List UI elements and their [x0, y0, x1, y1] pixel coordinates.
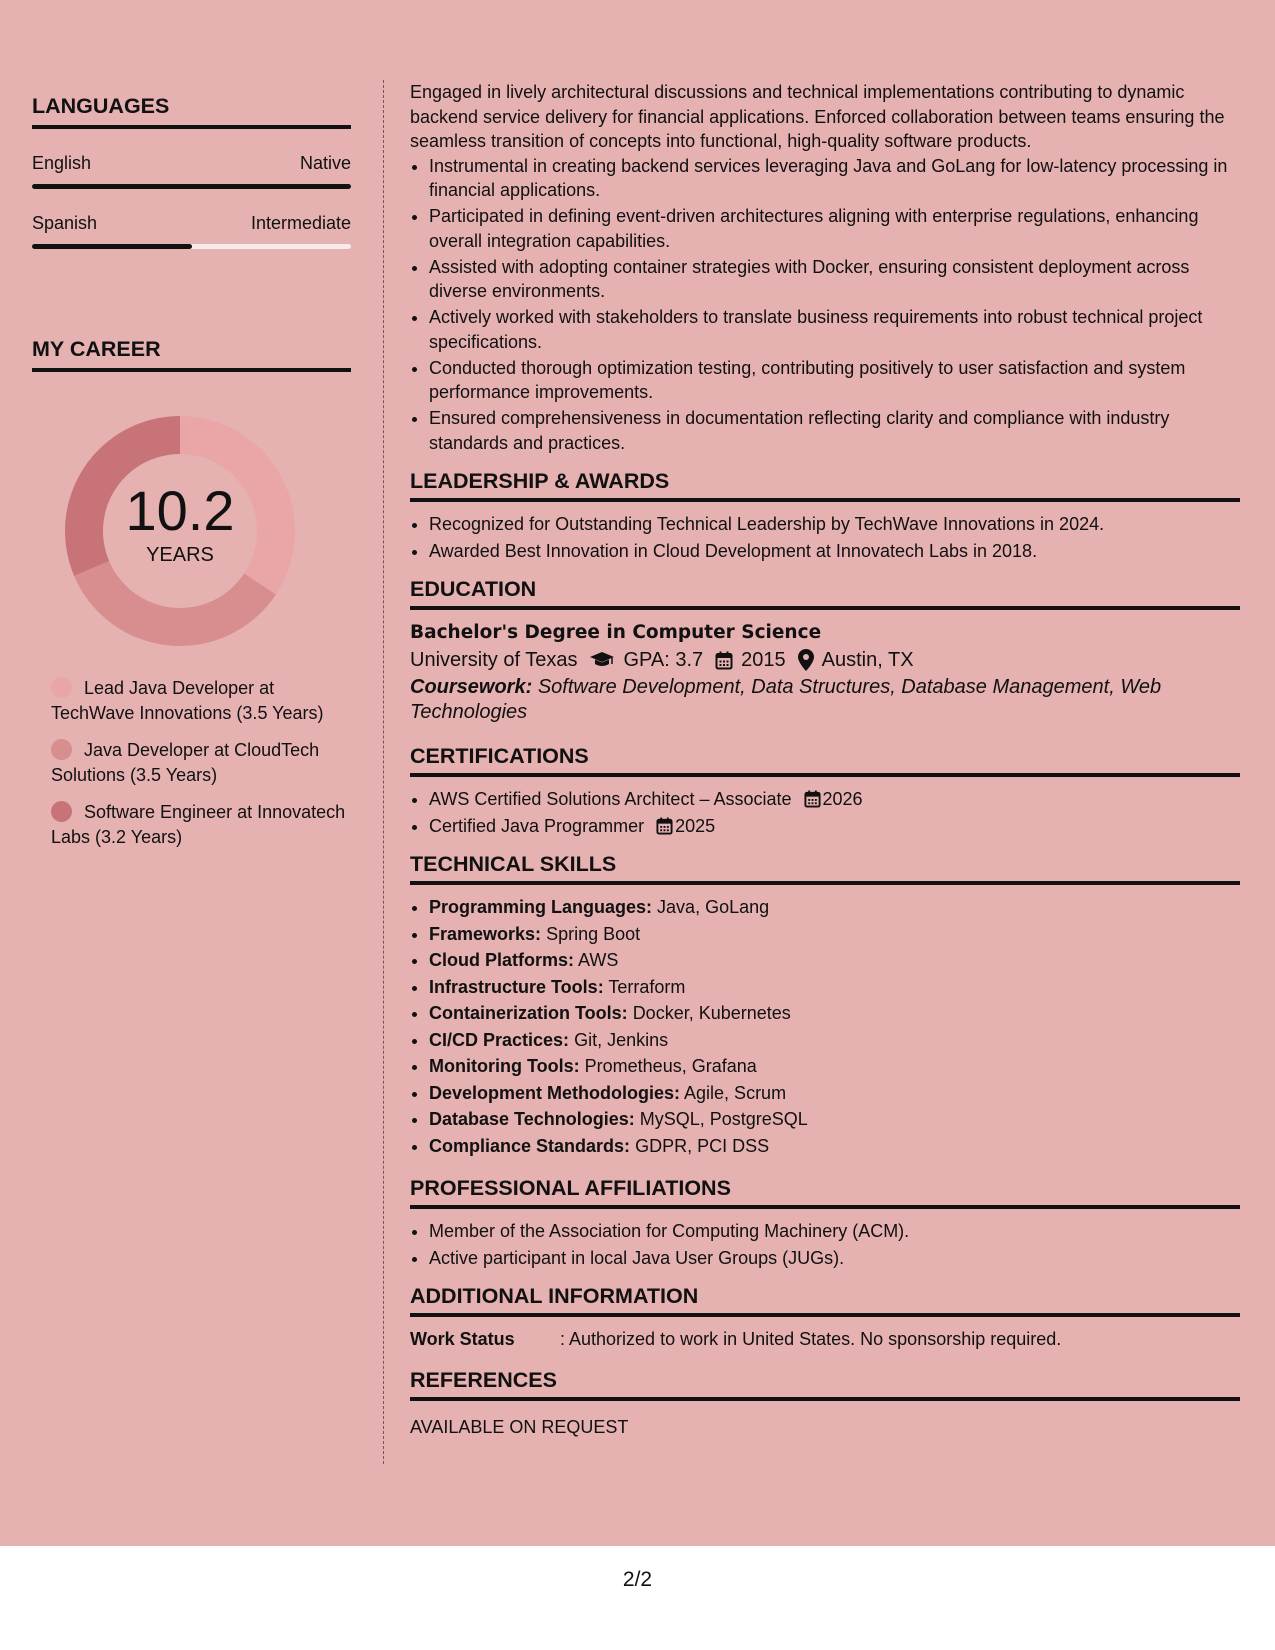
school-name: University of Texas [410, 649, 578, 671]
graduation-year: 2015 [741, 649, 786, 671]
calendar-icon [804, 790, 821, 808]
list-item [429, 787, 1240, 812]
skill-label: Frameworks: [429, 923, 542, 944]
list-item: • Ensured comprehensiveness in documentation reflecting clarity and compliance with industry standards and practices. [429, 406, 1240, 455]
legend-dot [51, 801, 72, 822]
list-item [429, 1028, 1240, 1053]
list-item: • Member of the Association for Computing Machinery (ACM). [429, 1219, 1240, 1244]
language-level: Native [299, 153, 351, 173]
coursework [410, 675, 1240, 724]
skill-value: Java, GoLang [657, 897, 770, 917]
list-item: • Active participant in local Java User Groups (JUGs). [429, 1246, 1240, 1271]
list-item [429, 814, 1240, 839]
skill-label: Programming Languages: [429, 897, 653, 917]
skill-label: CI/CD Practices: [429, 1029, 570, 1050]
certifications-list [410, 787, 1240, 838]
career-section [32, 323, 351, 849]
affiliations-heading: PROFESSIONAL AFFILIATIONS [410, 1176, 1240, 1209]
graduation-cap-icon [589, 651, 615, 669]
skill-value: GDPR, PCI DSS [635, 1135, 770, 1156]
skill-value: Spring Boot [546, 923, 641, 944]
list-item [429, 1001, 1240, 1026]
experience-summary: Engaged in lively architectural discussions and technical implementations contributing to dynamic backend service delivery for financial applications. Enforced collaboration between teams ensuring the seamless transition of concepts into functional, high-quality software products. [410, 82, 1225, 151]
skill-value: AWS [578, 950, 619, 970]
legend-item [51, 800, 351, 849]
skill-value: Agile, Scrum [684, 1082, 787, 1103]
legend-item [51, 676, 351, 725]
list-item: • Participated in defining event-driven architectures aligning with enterprise regulations, enhancing overall integration capabilities. [429, 204, 1240, 253]
list-item [429, 948, 1240, 973]
skill-value: Git, Jenkins [574, 1029, 669, 1050]
affiliations-list [410, 1219, 1240, 1270]
skills-list [410, 895, 1240, 1158]
skill-label: Infrastructure Tools: [429, 976, 604, 997]
career-heading: MY CAREER [32, 323, 351, 372]
skill-label: Compliance Standards: [429, 1135, 631, 1156]
education-heading: EDUCATION [410, 577, 1240, 610]
degree-title: Bachelor's Degree in Computer Science [410, 622, 822, 643]
languages-heading: LANGUAGES [32, 80, 351, 129]
list-item [429, 1107, 1240, 1132]
school-location: Austin, TX [821, 649, 914, 671]
map-pin-icon [798, 649, 814, 671]
list-item: • Conducted thorough optimization testing, contributing positively to user satisfaction and system performance improvements. [429, 356, 1240, 405]
language-proficiency-bar [32, 184, 351, 189]
list-item [429, 895, 1240, 920]
references-heading: REFERENCES [410, 1368, 1240, 1401]
skill-label: Cloud Platforms: [429, 950, 575, 970]
left-column [32, 80, 351, 862]
legend-label: Lead Java Developer at TechWave Innovations (3.5 Years) [51, 678, 324, 723]
list-item [429, 922, 1240, 947]
certification-year: 2025 [675, 815, 716, 836]
legend-item [51, 738, 351, 787]
language-item [32, 153, 351, 189]
list-item [429, 975, 1240, 1000]
page-number: 2/2 [622, 1568, 653, 1591]
language-item [32, 213, 351, 249]
list-item: • Awarded Best Innovation in Cloud Development at Innovatech Labs in 2018. [429, 539, 1240, 564]
list-item [429, 1054, 1240, 1079]
language-name: Spanish [32, 213, 98, 233]
certification-year: 2026 [822, 789, 863, 809]
certifications-heading: CERTIFICATIONS [410, 744, 1240, 777]
skills-heading: TECHNICAL SKILLS [410, 852, 1240, 885]
career-years-label: YEARS [146, 544, 214, 566]
language-name: English [32, 153, 92, 173]
skill-value: Terraform [608, 976, 686, 997]
education-details [410, 645, 1240, 675]
career-donut-chart [65, 416, 295, 646]
certification-name: Certified Java Programmer [429, 815, 645, 836]
skill-value: MySQL, PostgreSQL [639, 1109, 808, 1129]
leadership-list [410, 512, 1240, 563]
experience-bullets [410, 154, 1240, 456]
career-legend [51, 676, 351, 849]
language-proficiency-bar [32, 244, 351, 249]
skill-value: Docker, Kubernetes [632, 1003, 791, 1023]
career-total-years: 10.2 [125, 479, 235, 542]
legend-dot [51, 739, 72, 760]
skill-label: Containerization Tools: [429, 1003, 628, 1023]
right-column [410, 80, 1240, 1439]
certification-name: AWS Certified Solutions Architect – Associate [429, 789, 792, 809]
leadership-heading: LEADERSHIP & AWARDS [410, 469, 1240, 502]
additional-info-heading: ADDITIONAL INFORMATION [410, 1284, 1240, 1317]
language-level: Intermediate [250, 213, 351, 233]
column-divider [383, 80, 384, 1464]
proficiency-fill [32, 244, 192, 249]
list-item [429, 1081, 1240, 1106]
work-status [410, 1327, 1240, 1352]
skill-label: Monitoring Tools: [429, 1056, 580, 1076]
legend-label: Software Engineer at Innovatech Labs (3.2 Years) [51, 802, 346, 847]
skill-value: Prometheus, Grafana [584, 1056, 757, 1076]
calendar-icon [715, 651, 733, 670]
calendar-icon [656, 817, 673, 835]
list-item: • Instrumental in creating backend services leveraging Java and GoLang for low-latency processing in financial applications. [429, 154, 1240, 203]
work-status-label: Work Status [410, 1329, 515, 1349]
gpa: GPA: 3.7 [623, 649, 704, 671]
legend-label: Java Developer at CloudTech Solutions (3.5 Years) [51, 740, 320, 785]
list-item: • Actively worked with stakeholders to translate business requirements into robust technical project specifications. [429, 305, 1240, 354]
legend-dot [51, 677, 72, 698]
list-item: • Assisted with adopting container strategies with Docker, ensuring consistent deployment across diverse environments. [429, 255, 1240, 304]
page-footer [0, 1546, 1275, 1650]
skill-label: Database Technologies: [429, 1109, 635, 1129]
references-text: AVAILABLE ON REQUEST [410, 1416, 629, 1437]
coursework-list: Software Development, Data Structures, Database Management, Web Technologies [410, 676, 1162, 723]
list-item [429, 1134, 1240, 1159]
list-item: • Recognized for Outstanding Technical Leadership by TechWave Innovations in 2024. [429, 512, 1240, 537]
proficiency-fill [32, 184, 351, 189]
coursework-label: Coursework: [410, 676, 533, 698]
work-status-value: : Authorized to work in United States. No sponsorship required. [560, 1329, 1062, 1349]
skill-label: Development Methodologies: [429, 1082, 681, 1103]
